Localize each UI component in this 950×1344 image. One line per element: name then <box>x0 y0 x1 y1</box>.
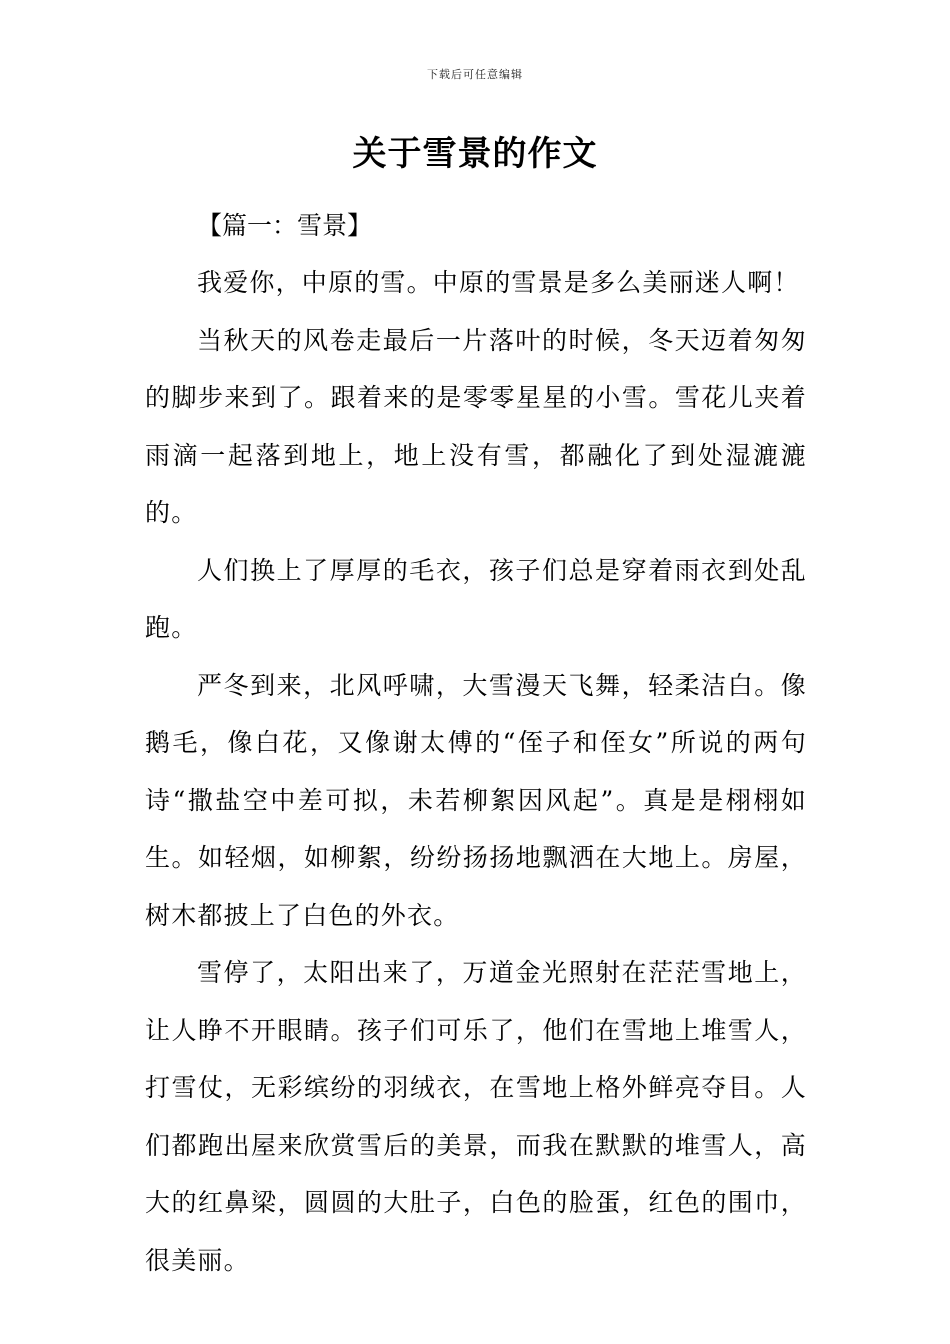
paragraph: 雪停了，太阳出来了，万道金光照射在茫茫雪地上，让人睁不开眼睛。孩子们可乐了，他们在雪地上堆雪人，打雪仗，无彩缤纷的羽绒衣，在雪地上格外鲜亮夺目。人们都跑出屋来欣赏雪后的美景，而我在默默的堆雪人，高大的红鼻梁，圆圆的大肚子，白色的脸蛋，红色的围巾，很美丽。 <box>145 958 807 1275</box>
header-note: 下载后可任意编辑 <box>427 68 523 81</box>
paragraph: 人们换上了厚厚的毛衣，孩子们总是穿着雨衣到处乱跑。 <box>145 555 807 642</box>
section-heading: 【篇一：雪景】 <box>197 211 373 240</box>
paragraph: 严冬到来，北风呼啸，大雪漫天飞舞，轻柔洁白。像鹅毛，像白花，又像谢太傅的“侄子和侄女”所说的两句诗“撒盐空中差可拟，未若柳絮因风起”。真是是栩栩如生。如轻烟，如柳絮，纷纷扬扬地飘洒在大地上。房屋，树木都披上了白色的外衣。 <box>145 670 807 930</box>
document-body <box>145 198 807 1289</box>
document-title: 关于雪景的作文 <box>352 134 598 174</box>
paragraph: 当秋天的风卷走最后一片落叶的时候，冬天迈着匆匆的脚步来到了。跟着来的是零零星星的小雪。雪花儿夹着雨滴一起落到地上，地上没有雪，都融化了到处湿漉漉的。 <box>145 325 807 527</box>
paragraph: 我爱你，中原的雪。中原的雪景是多么美丽迷人啊！ <box>197 268 800 297</box>
